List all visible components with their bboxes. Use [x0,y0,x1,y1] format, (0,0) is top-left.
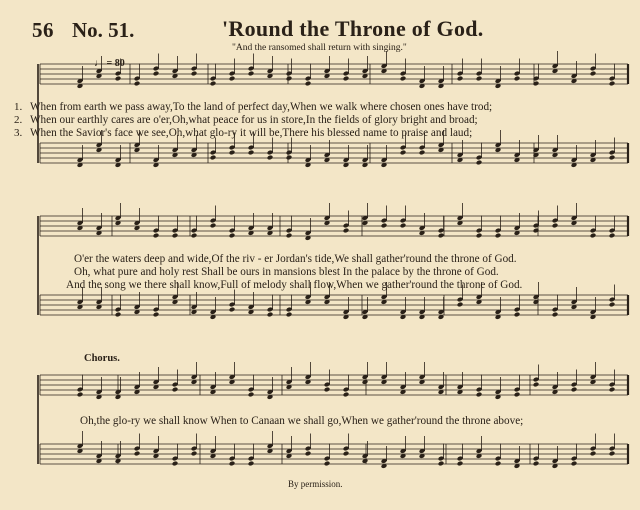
verse-number-3: 3. [14,127,23,139]
epigraph: "And the ransomed shall return with singing." [232,43,407,53]
hymn-title: 'Round the Throne of God. [222,16,484,41]
lyric-line: Oh,the glo-ry we shall know When to Canaan we shall go,When we gather'round the throne above; [80,415,524,427]
tempo-marking: ♩ = 80 [94,58,125,69]
lyric-line: Oh, what pure and holy rest Shall be ours in mansions blest In the palace by the throne of God. [74,266,499,278]
permission-credit: By permission. [288,479,343,489]
lyric-line: O'er the waters deep and wide,Of the riv - er Jordan's tide,We shall gather'round the throne of God. [74,253,517,265]
lyric-line: When from earth we pass away,To the land of perfect day,When we walk where chosen ones have trod; [30,101,493,113]
lyric-line: When the Savior's face we see,Oh,what glo-ry it will be,There his blessed name to praise and laud; [30,127,473,139]
hymn-number: No. 51. [72,18,135,42]
page-number: 56 [32,18,54,42]
lyric-line: And the song we there shall know,Full of melody shall flow,When we gather'round the throne of God. [66,279,523,291]
lyric-line: When our earthly cares are o'er,Oh,what peace for us in store,In the fields of glory bright and broad; [30,114,478,126]
verse-number-1: 1. [14,101,23,113]
chorus-label: Chorus. [84,353,120,364]
verse-number-2: 2. [14,114,23,126]
